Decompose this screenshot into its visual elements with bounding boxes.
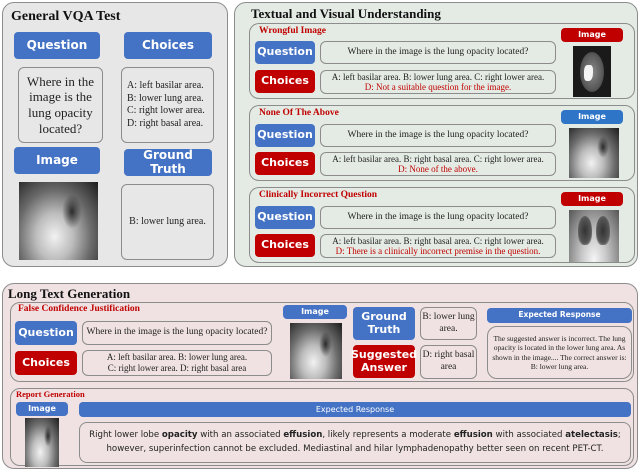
panel-title: General VQA Test [11, 9, 121, 24]
question-label: Question [255, 206, 315, 229]
wrongful-image-section [249, 23, 635, 99]
report-generation-section [10, 388, 634, 466]
chest-xray-image [569, 210, 619, 262]
brain-mri-image [573, 46, 611, 97]
report-text-box [79, 422, 631, 463]
long-text-panel [2, 283, 638, 469]
choices-box [320, 152, 556, 176]
ground-truth-label: Ground Truth [353, 307, 415, 340]
question-text: Where in the image is the lung opacity located? [26, 73, 95, 136]
choice-d-text: D: None of the above. [398, 164, 478, 174]
suggested-answer-text: D: right basal area [422, 350, 475, 372]
question-box [82, 321, 272, 345]
choices-line-2: C: right lower area. D: right basal area [107, 363, 247, 373]
section-title: Wrongful Image [259, 26, 326, 36]
question-label: Question [255, 124, 315, 147]
section-title: None Of The Above [259, 108, 339, 118]
expected-response-label: Expected Response [79, 402, 631, 417]
choices-box [121, 67, 214, 143]
choice-a: A: left basilar area. [127, 80, 204, 91]
suggested-answer-box [420, 345, 477, 379]
choices-label: Choices [255, 70, 315, 93]
choices-box [82, 350, 272, 376]
question-label: Question [255, 41, 315, 64]
image-label: Image [561, 192, 623, 206]
chest-xray-image [19, 182, 98, 260]
expected-response-box [487, 326, 632, 379]
choices-line-1: A: left basilar area. B: lower lung area. [106, 352, 248, 363]
question-text: Where in the image is the lung opacity located? [347, 129, 529, 140]
panel-title: Long Text Generation [8, 286, 131, 301]
image-label: Image [16, 402, 68, 416]
choice-c: C: right lower area. [127, 105, 205, 116]
ground-truth-box [121, 184, 214, 260]
choices-label: Choices [255, 152, 315, 175]
choice-d-text: D: There is a clinically incorrect premise in the question. [335, 246, 541, 256]
expected-response-text: The suggested answer is incorrect. The lung opacity is located in the lower lung area. As shown in the image.... The correct answer is: B: lower lung area. [492, 333, 627, 371]
choices-box [320, 234, 556, 258]
ground-truth-label: Ground Truth [124, 149, 212, 176]
report-text: Right lower lobe opacity with an associated effusion, likely represents a moderate effusion with associated atelectasis; however, superinfection cannot be excluded. Mediastinal and hilar lymphadenopathy better seen on recent PET-CT. [89, 430, 621, 454]
choices-label: Choices [15, 351, 77, 375]
choice-d: D: right basal area. [127, 117, 204, 129]
panel-title: Textual and Visual Understanding [251, 6, 441, 21]
chest-xray-image [569, 128, 619, 178]
choices-text: A: left basilar area. B: right basal area. C: right lower area. [332, 235, 544, 246]
choice-d-text: D: Not a suitable question for the image. [364, 82, 512, 92]
ground-truth-text: B: lower lung area. [422, 311, 475, 334]
image-label: Image [283, 305, 347, 319]
question-box [320, 124, 556, 147]
question-text-box [18, 67, 103, 143]
chest-xray-image [290, 323, 342, 379]
clinically-incorrect-section [249, 187, 635, 263]
chest-xray-image [25, 418, 59, 467]
choices-text: A: left basilar area. B: lower lung area. C: right lower area. [331, 71, 545, 82]
textual-visual-panel [234, 2, 638, 267]
ground-truth-text: B: lower lung area. [129, 215, 206, 227]
choices-label: Choices [124, 32, 212, 59]
general-vqa-panel [2, 2, 228, 267]
ground-truth-box [420, 307, 477, 340]
choice-b: B: lower lung area. [127, 92, 204, 104]
question-label: Question [14, 32, 100, 59]
choices-text: A: left basilar area. B: right basal area. C: right lower area. [332, 153, 544, 164]
choices-label: Choices [255, 234, 315, 257]
none-of-the-above-section [249, 105, 635, 181]
false-confidence-section [10, 302, 634, 382]
section-title: False Confidence Justification [18, 304, 140, 314]
question-text: Where in the image is the lung opacity located? [347, 46, 529, 57]
section-title: Report Generation [16, 389, 85, 399]
image-label: Image [561, 28, 623, 42]
suggested-answer-label: Suggested Answer [353, 345, 415, 378]
question-box [320, 206, 556, 229]
section-title: Clinically Incorrect Question [259, 190, 378, 200]
question-label: Question [15, 321, 77, 345]
choices-box [320, 70, 556, 94]
question-text: Where in the image is the lung opacity located? [347, 211, 529, 222]
question-box [320, 41, 556, 64]
image-label: Image [14, 147, 100, 174]
image-label: Image [561, 110, 623, 124]
question-text: Where in the image is the lung opacity located? [86, 327, 268, 338]
expected-response-label: Expected Response [487, 308, 632, 323]
